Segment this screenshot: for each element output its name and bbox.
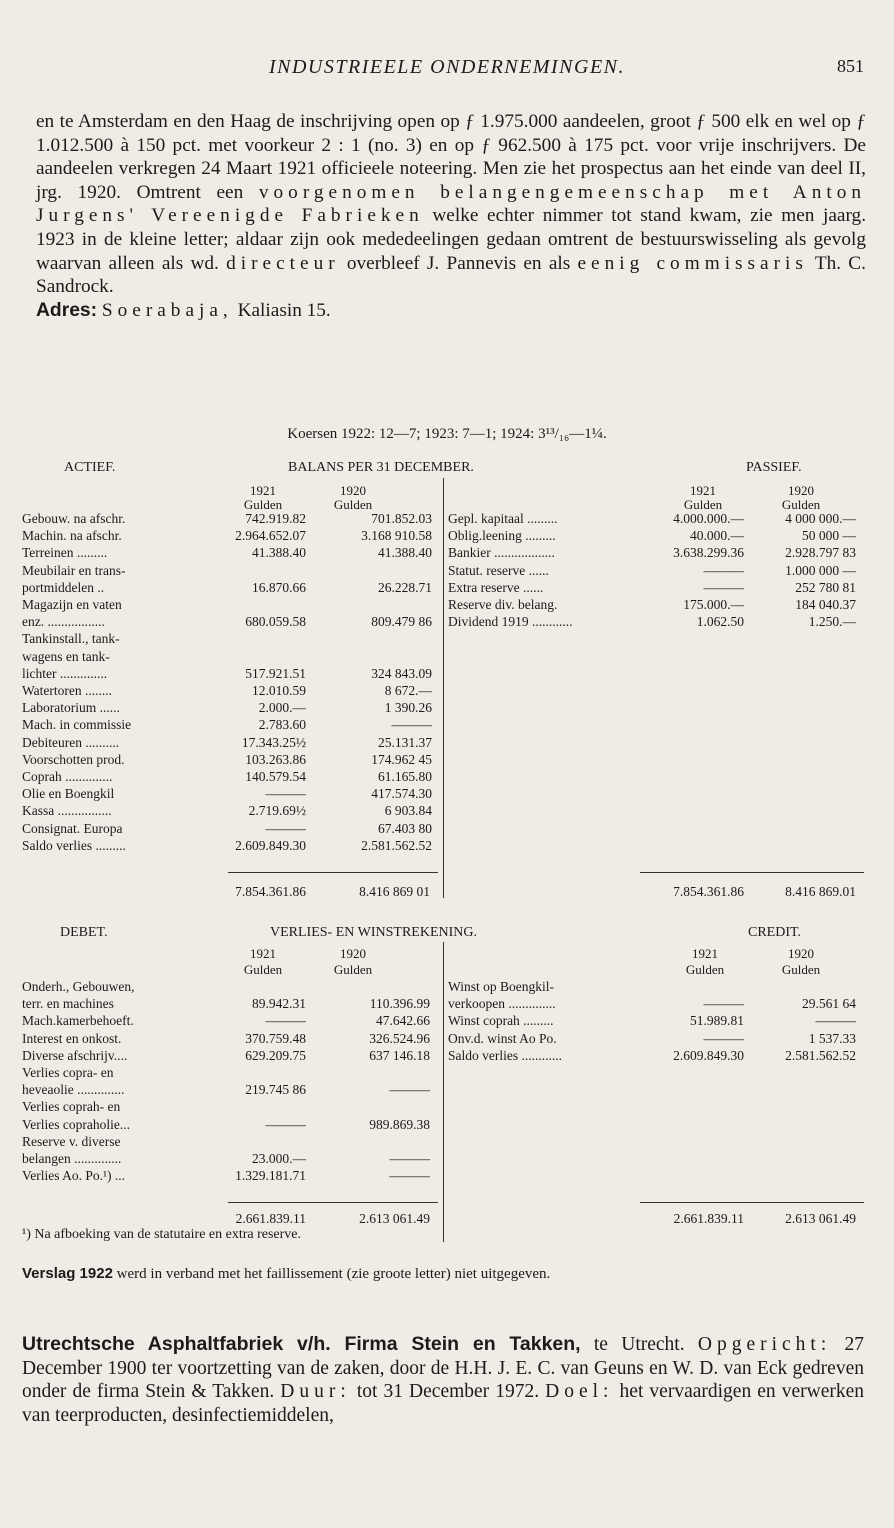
verlies-unit-2: Gulden [333,962,373,977]
ledger-row-label: Interest en onkost. [22,1030,122,1046]
verlies-total-right-1920: 2.613 061.49 [785,1211,856,1226]
verlies-year-1920-right: 1920 [788,946,814,961]
ledger-row-label: Mach. in commissie [22,717,132,733]
ledger-row-label: Verlies Ao. Po.¹) ... [22,1168,126,1184]
verlies-left-title: DEBET. [60,925,108,940]
ledger-row-value-1921: ——— [265,820,306,836]
intro-text-a: en te Amsterdam en den Haag de inschrijving open op ƒ 1.975.000 aandeelen, groot ƒ 500 elk en wel op ƒ 1.012.500 à 150 pct. met voorkeur 2 : 1 (no. 3) en op ƒ 962.500 à 175 pct. voor vrije inschrijvers. De aandeelen verkregen 24 Maart 1921 officieele noteering. Men zie het prospectus aan het einde van deel II, jrg. 1920. Omtrent een [36,111,866,203]
ledger-row-value-1920: 110.396.99 [369,996,430,1012]
verlies-divider [443,942,444,1242]
ledger-row-label: Terreinen ......... [22,545,108,561]
ledger-row-value-1920: 1.250.— [808,614,856,630]
ledger-row-value-1921: 680.059.58 [245,614,306,630]
verlies-unit-4: Gulden [781,962,821,977]
ledger-row-value-1920: 174.962 45 [371,751,432,767]
ledger-row-label: Onv.d. winst Ao Po. [448,1030,557,1046]
ledger-row-value-1920: ——— [389,1082,430,1098]
ledger-row-value-1921: 51.989.81 [690,1013,744,1029]
ledger-row-value-1921: 175.000.— [683,597,744,612]
ledger-row-value-1921: 370.759.48 [245,1030,306,1046]
ledger-row-value-1920: 252 780 81 [795,579,856,595]
utrecht-text-c: tot 31 December 1972. [356,1381,540,1402]
ledger-row-value-1921: 2.609.849.30 [673,1047,744,1063]
intro-text-c: overbleef J. Pannevis en als [346,252,571,274]
verlies-unit-1: Gulden [243,962,283,977]
intro-spaced-directeur: directeur [226,252,340,274]
ledger-row-value-1921: ——— [703,579,744,595]
opgericht-label: Opgericht: [697,1334,832,1355]
ledger-row-value-1920: 26.228.71 [378,579,432,595]
company-name: Utrechtsche Asphaltfabriek v/h. Firma Stein en Takken, [22,1333,581,1355]
ledger-row-value-1921: 2.609.849.30 [235,837,306,853]
ledger-row-label: Kassa ................ [22,803,112,819]
footnote [22,1227,301,1243]
balans-year-1920: 1920 [340,483,366,498]
ledger-row-value-1920: 1 537.33 [808,1030,856,1046]
ledger-row-label: lichter .............. [22,665,108,681]
intro-spaced-voorgenomen: voorgenomen belangengemeenschap met Anton Jurgens' Vereenigde Fabrieken [36,181,866,227]
ledger-row-value-1921: 742.919.82 [245,511,306,526]
verlies-title: VERLIES- EN WINSTREKENING. [270,925,477,940]
balans-year-1921: 1921 [250,483,276,498]
adres-city: Soerabaja, [101,299,233,321]
ledger-row-value-1920: 29.561 64 [802,996,856,1012]
ledger-row-value-1920: 326.524.96 [369,1030,430,1046]
intro-text-b: welke echter nimmer tot stand kwam, zie men jaarg. 1923 in de kleine letter; aldaar zijn ook mededeelingen gedaan omtrent de bestuurswisseling als gevolg waarvan alleen als wd. [36,205,867,274]
page-number: 851 [837,56,864,76]
ledger-row-value-1921: 103.263.86 [245,751,306,767]
verlies-right-title: CREDIT. [748,925,802,940]
intro-text-d: Th. C. Sandrock. [36,252,866,298]
ledger-row-value-1921: 2.783.60 [258,717,306,733]
ledger-row-label: Consignat. Europa [22,820,123,836]
ledger-row-label: Dividend 1919 ............ [448,614,573,630]
ledger-row-value-1920: 324 843.09 [371,665,432,681]
ledger-row-value-1920: 184 040.37 [795,597,856,612]
ledger-row-value-1921: ——— [265,786,306,802]
ledger-row-value-1921: 12.010.59 [252,683,306,698]
ledger-row-value-1921: 4.000.000.— [673,511,744,526]
ledger-row-value-1921: 1.062.50 [696,614,744,630]
ledger-row-value-1920: 1 390.26 [384,700,432,716]
verlies-total-right-1921: 2.661.839.11 [673,1211,744,1226]
utrecht-text-a: te Utrecht. [593,1334,685,1355]
ledger-row-value-1920: 6 903.84 [384,803,432,819]
ledger-row-value-1921: 89.942.31 [252,996,306,1012]
ledger-row-label: Magazijn en vaten [22,597,122,612]
ledger-row-value-1921: 219.745 86 [245,1082,306,1098]
balans-right-total-rule [640,872,864,873]
ledger-row-value-1920: 2.581.562.52 [361,837,432,853]
ledger-row-value-1920: 3.168 910.58 [361,528,432,544]
utrecht-text-d: het vervaardigen en verwerken van teerproducten, desinfectiemiddelen, [22,1381,865,1426]
ledger-row-label: Verlies copra- en [22,1065,114,1080]
ledger-row-value-1920: 67.403 80 [378,820,432,836]
ledger-row-label: Watertoren ........ [22,683,113,698]
ledger-row-value-1921: 40.000.— [690,528,744,544]
ledger-row-label: Verlies copraholie... [22,1116,130,1132]
intro-spaced-eenig: eenig commissaris [577,252,808,274]
ledger-row-value-1920: ——— [391,717,432,733]
verlies-year-1921-right: 1921 [692,946,718,961]
verlies-year-1920: 1920 [340,946,366,961]
ledger-row-value-1920: ——— [815,1013,856,1029]
ledger-row-value-1920: ——— [389,1151,430,1166]
ledger-row-value-1921: 17.343.25½ [241,734,306,750]
running-title: INDUSTRIEELE ONDERNEMINGEN. [268,56,626,78]
balans-total-right-1920: 8.416 869.01 [785,884,856,899]
adres-street: Kaliasin 15. [237,299,331,321]
verslag-text: werd in verband met het faillissement (zie groote letter) niet uitgegeven. [116,1266,551,1282]
duur-label: Duur: [280,1381,351,1402]
balans-left-total-rule [228,872,438,873]
ledger-row-value-1920: 41.388.40 [378,545,432,561]
ledger-row-value-1921: ——— [703,562,744,578]
intro-paragraph [36,110,866,322]
ledger-row-label: Coprah .............. [22,769,113,784]
ledger-row-label: portmiddelen .. [22,579,105,595]
ledger-row-value-1921: 16.870.66 [252,579,306,595]
footnote-mark: ¹) [22,1227,31,1242]
ledger-row-value-1921: ——— [265,1013,306,1029]
ledger-row-label: Reserve div. belang. [448,597,558,612]
footnote-text: Na afboeking van de statutaire en extra reserve. [34,1227,302,1242]
ledger-row-label: Statut. reserve ...... [448,562,549,578]
ledger-row-value-1921: 1.329.181.71 [235,1168,306,1184]
ledger-row-label: verkoopen .............. [448,996,556,1012]
ledger-row-value-1920: 2.581.562.52 [785,1047,856,1063]
ledger-row-value-1920: ——— [389,1168,430,1184]
ledger-row-label: Voorschotten prod. [22,751,125,767]
ledger-row-value-1920: 1.000 000 — [785,562,856,578]
ledger-row-value-1921: 3.638.299.36 [673,545,744,561]
utrecht-text-b: 27 December 1900 ter voortzetting van de zaken, door de H.H. J. E. C. van Geuns en W. D. van Eck gedreven onder de firma Stein & Takken. [22,1334,865,1402]
ledger-row-value-1920: 809.479 86 [371,614,432,630]
utrecht-entry [22,1333,864,1427]
verlies-total-left-1921: 2.661.839.11 [235,1211,306,1226]
ledger-row-value-1920: 2.928.797 83 [785,545,856,561]
ledger-row-label: Oblig.leening ......... [448,528,556,544]
ledger-row-label: wagens en tank- [22,648,110,664]
ledger-row-label: Onderh., Gebouwen, [22,979,135,994]
balans-unit-4: Gulden [781,497,821,512]
ledger-row-value-1921: 23.000.— [252,1151,306,1166]
verslag-note [22,1266,872,1282]
koersen-line: Koersen 1922: 12—7; 1923: 7—1; 1924: 3¹³/₁₆—1¼. [287,426,607,442]
verlies-right-total-rule [640,1202,864,1203]
ledger-row-value-1920: 4 000 000.— [785,511,856,526]
balans-total-left-1921: 7.854.361.86 [235,884,306,899]
ledger-row-label: Machin. na afschr. [22,528,122,544]
verlies-left-total-rule [228,1202,438,1203]
ledger-row-label: Mach.kamerbehoeft. [22,1013,134,1029]
balans-title: BALANS PER 31 DECEMBER. [288,460,474,475]
ledger-row-value-1920: 47.642.66 [376,1013,430,1029]
ledger-row-value-1921: 2.964.652.07 [235,528,306,544]
page-header [0,56,894,86]
ledger-row-label: Meubilair en trans- [22,562,126,578]
ledger-row-label: Debiteuren .......... [22,734,120,750]
ledger-row-value-1921: 2.719.69½ [248,803,306,819]
ledger-row-value-1921: 140.579.54 [245,769,306,784]
ledger-row-value-1921: 629.209.75 [245,1047,306,1063]
ledger-row-value-1920: 50 000 — [802,528,856,544]
ledger-row-label: heveaolie .............. [22,1082,125,1098]
ledger-row-label: Saldo verlies ......... [22,837,126,853]
balans-unit-3: Gulden [683,497,723,512]
ledger-row-label: Diverse afschrijv.... [22,1047,128,1063]
ledger-row-label: Tankinstall., tank- [22,631,120,647]
ledger-row-label: Gepl. kapitaal ......... [448,511,558,526]
ledger-row-label: belangen .............. [22,1151,122,1166]
ledger-row-value-1920: 417.574.30 [371,786,432,802]
ledger-row-label: Saldo verlies ............ [448,1047,562,1063]
verlies-total-left-1920: 2.613 061.49 [359,1211,430,1226]
ledger-row-label: Laboratorium ...... [22,700,120,716]
ledger-row-label: Winst coprah ......... [448,1013,554,1029]
ledger-row-label: Winst op Boengkil- [448,979,554,994]
ledger-row-value-1920: 8 672.— [384,683,432,698]
balans-unit-2: Gulden [333,497,373,512]
ledger-row-value-1920: 61.165.80 [378,769,432,784]
ledger-row-value-1921: 2.000.— [258,700,306,716]
ledger-row-value-1920: 989.869.38 [369,1116,430,1132]
verlies-year-1921: 1921 [250,946,276,961]
ledger-row-value-1921: ——— [703,996,744,1012]
balans-year-1920-right: 1920 [788,483,814,498]
verlies-unit-3: Gulden [685,962,725,977]
ledger-row-label: enz. ................. [22,614,105,630]
verslag-label: Verslag 1922 [22,1265,113,1282]
balans-left-title: ACTIEF. [64,460,116,475]
balans-total-right-1921: 7.854.361.86 [673,884,744,899]
balans-right-title: PASSIEF. [746,460,802,475]
ledger-row-value-1920: 637 146.18 [369,1047,430,1063]
ledger-row-value-1920: 701.852.03 [371,511,432,526]
balans-divider [443,478,444,898]
balans-unit-1: Gulden [243,497,283,512]
adres-label: Adres: [36,299,98,321]
ledger-row-value-1920: 25.131.37 [378,734,432,750]
ledger-row-label: Gebouw. na afschr. [22,511,126,526]
ledger-row-label: Verlies coprah- en [22,1099,121,1115]
balans-total-left-1920: 8.416 869 01 [359,884,430,899]
ledger-row-value-1921: ——— [265,1116,306,1132]
ledger-row-label: Extra reserve ...... [448,579,544,595]
ledger-row-label: Reserve v. diverse [22,1133,121,1149]
doel-label: Doel: [545,1381,614,1402]
ledger-row-label: Olie en Boengkil [22,786,115,802]
ledger-row-value-1921: 41.388.40 [252,545,306,561]
ledger-row-value-1921: 517.921.51 [245,665,306,681]
balans-year-1921-right: 1921 [690,483,716,498]
ledger-row-value-1921: ——— [703,1030,744,1046]
ledger-row-label: terr. en machines [22,996,114,1012]
ledger-row-label: Bankier .................. [448,545,555,561]
